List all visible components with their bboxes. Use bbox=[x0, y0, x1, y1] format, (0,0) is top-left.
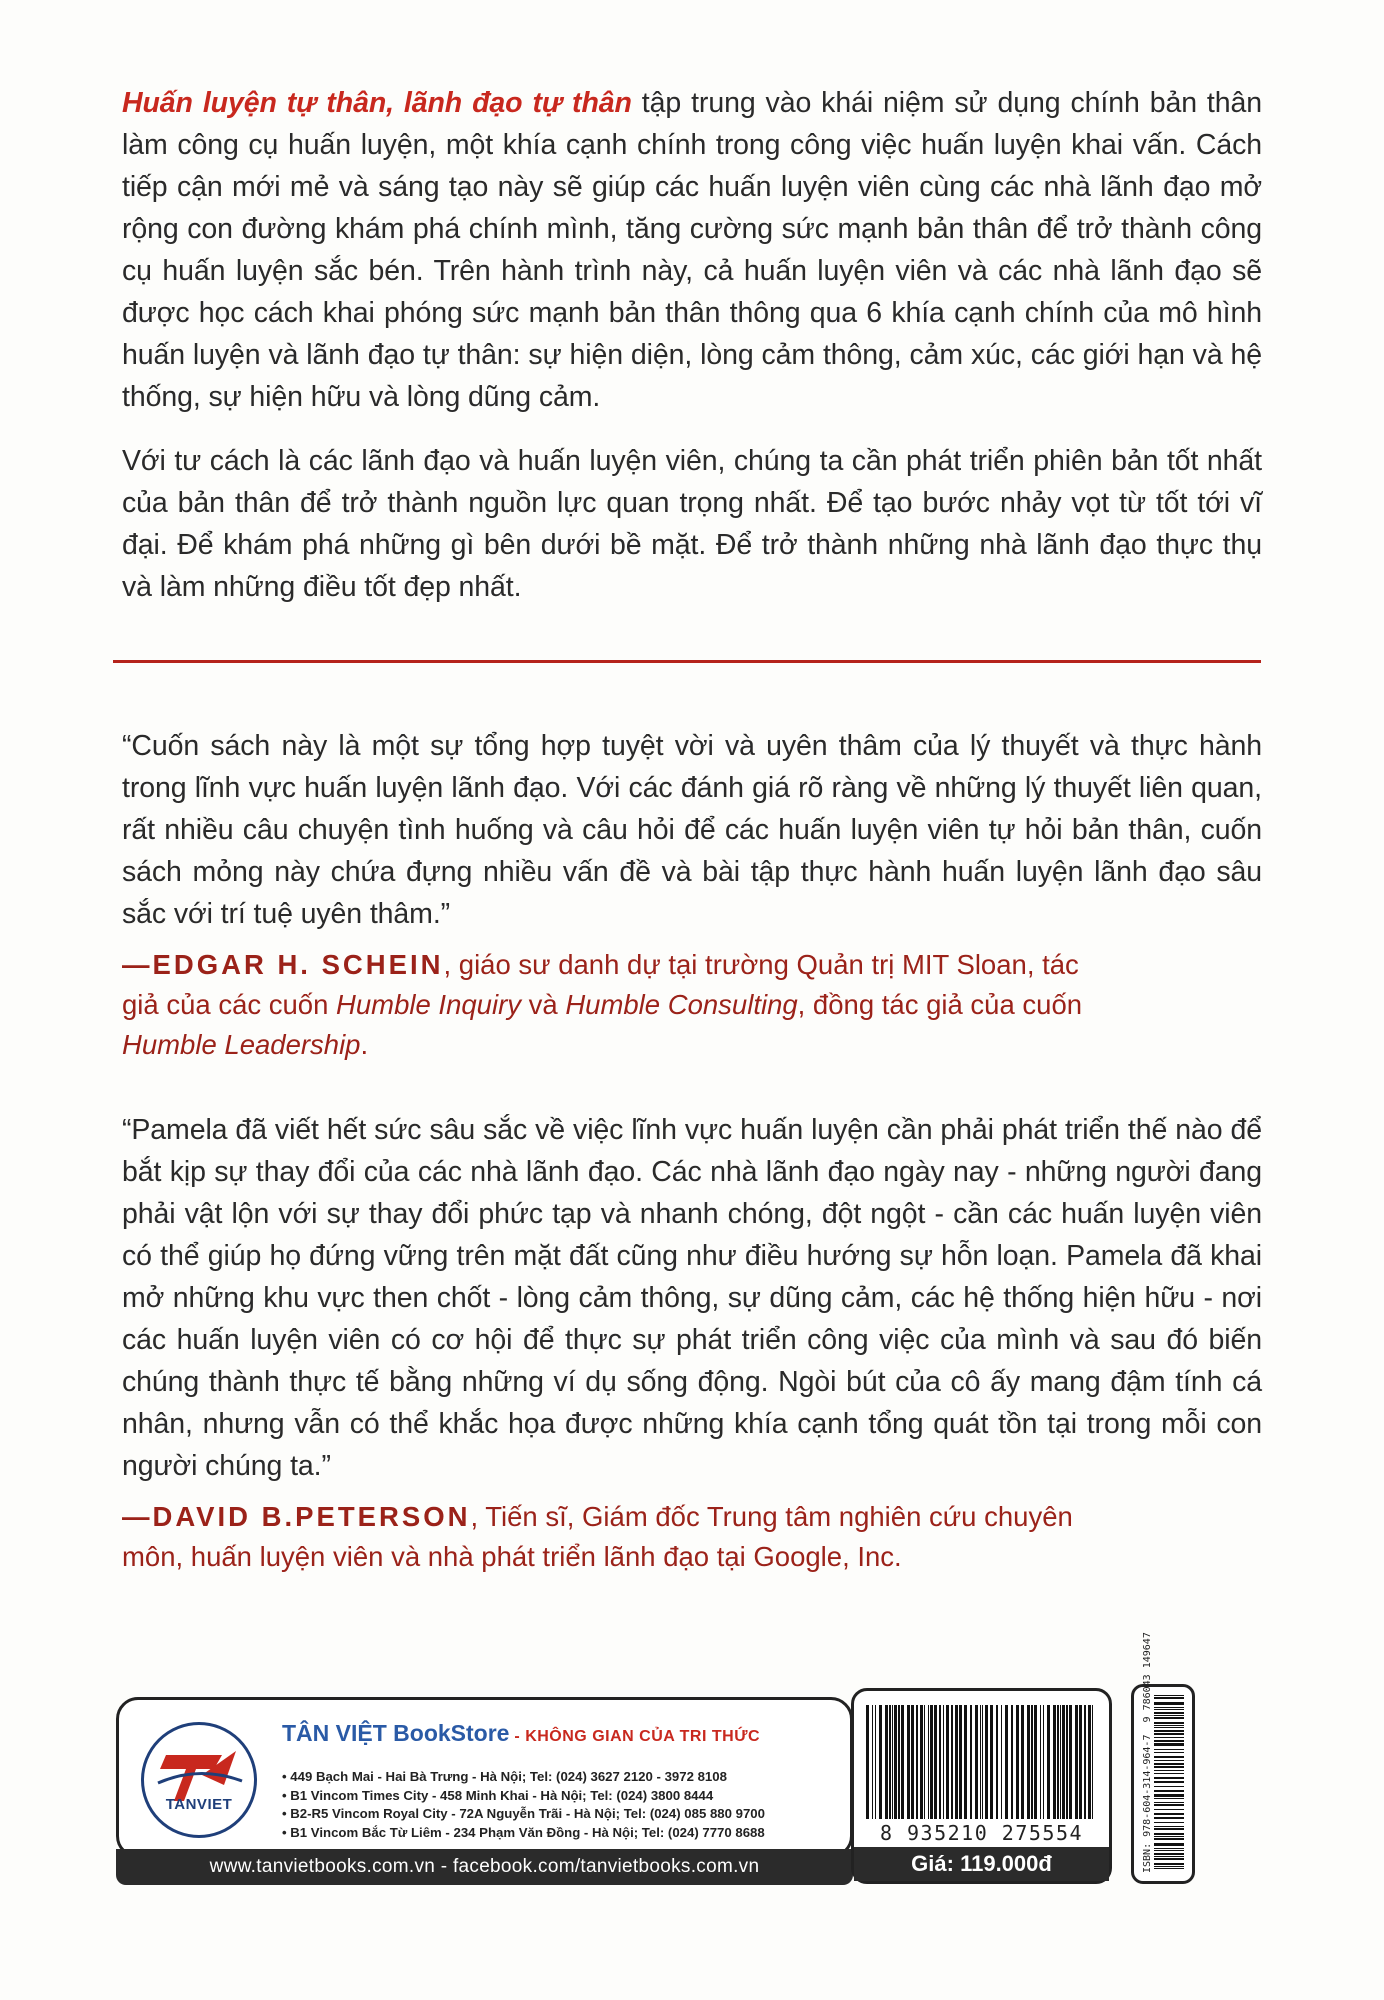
barcode-bar bbox=[1154, 1836, 1184, 1837]
price-tag: Giá: 119.000đ bbox=[854, 1847, 1109, 1881]
barcode-bar bbox=[901, 1705, 904, 1819]
testimonial-2 bbox=[122, 1109, 1262, 1577]
barcode-bar bbox=[1154, 1809, 1184, 1810]
barcode-bar bbox=[1154, 1763, 1184, 1765]
isbn-label-text: ISBN: 978-604-314-964-7 bbox=[1142, 1734, 1153, 1873]
section-divider bbox=[113, 660, 1261, 663]
barcode-bar bbox=[1154, 1848, 1184, 1849]
attribution-text: và bbox=[520, 989, 566, 1020]
barcode-bar bbox=[1154, 1828, 1184, 1830]
testimonial-1-author: —EDGAR H. SCHEIN bbox=[122, 949, 444, 980]
testimonial-1 bbox=[122, 725, 1262, 1065]
barcode-bar bbox=[1154, 1786, 1184, 1787]
barcode-bar bbox=[1005, 1705, 1008, 1819]
testimonial-2-author: —DAVID B.PETERSON bbox=[122, 1501, 471, 1532]
address-line: • B1 Vincom Times City - 458 Minh Khai - Hà Nội; Tel: (024) 3800 8444 bbox=[282, 1787, 714, 1803]
barcode-bar bbox=[1154, 1740, 1184, 1742]
barcode-bar bbox=[1154, 1756, 1184, 1758]
barcode-bar bbox=[1021, 1705, 1024, 1819]
barcode-bar bbox=[990, 1705, 993, 1819]
logo-text: TANVIET bbox=[165, 1796, 233, 1813]
publisher-addresses bbox=[282, 1768, 765, 1842]
isbn-box bbox=[1131, 1632, 1195, 1884]
barcode-bar bbox=[866, 1705, 869, 1819]
barcode-bar bbox=[1154, 1725, 1184, 1726]
barcode-bar bbox=[970, 1705, 972, 1819]
intro-section bbox=[122, 82, 1262, 608]
barcode-bar bbox=[1154, 1752, 1184, 1753]
barcode-bar bbox=[1154, 1868, 1184, 1869]
barcode-bar bbox=[1027, 1705, 1030, 1819]
barcode-bar bbox=[885, 1705, 888, 1819]
barcode-bar bbox=[1154, 1850, 1184, 1851]
barcode-bar bbox=[1060, 1705, 1061, 1819]
barcode-bar bbox=[1154, 1843, 1184, 1846]
barcode-bar bbox=[1154, 1838, 1184, 1840]
barcode-icon bbox=[866, 1705, 1096, 1819]
testimonial-2-quote: “Pamela đã viết hết sức sâu sắc về việc lĩnh vực huấn luyện cần phải phát triển thế nào để bắt kịp sự thay đổi của các nhà lãnh đạo. Các nhà lãnh đạo ngày nay - những người đang phải vật lộn với sự thay đổi phức tạp và nhanh chóng, đột ngột - cần các huấn luyện viên có thể giúp họ đứng vững trên mặt đất cũng như điều hướng sự hỗn loạn. Pamela đã khai mở những khu vực then chốt - lòng cảm thông, sự dũng cảm, các hệ thống hiện hữu - nơi các huấn luyện viên có cơ hội để thực sự phát triển công việc của mình và sau đó biến chúng thành thực tế bằng những ví dụ sống động. Ngòi bút của cô ấy mang đậm tính cá nhân, nhưng vẫn có thể khắc họa được những khía cạnh tổng quát tồn tại trong mỗi con người chúng ta.” bbox=[122, 1114, 1262, 1482]
barcode-bar bbox=[1154, 1822, 1184, 1823]
attribution-text: . bbox=[360, 1029, 369, 1060]
publisher-title bbox=[282, 1720, 760, 1747]
intro-paragraph-1-text: tập trung vào khái niệm sử dụng chính bản thân làm công cụ huấn luyện, một khía cạnh chính trong công việc huấn luyện khai vấn. Cách tiếp cận mới mẻ và sáng tạo này sẽ giúp các huấn luyện viên cùng các nhà lãnh đạo mở rộng con đường khám phá chính mình, tăng cường sức mạnh bản thân để trở thành công cụ huấn luyện sắc bén. Trên hành trình này, cả huấn luyện viên và các nhà lãnh đạo sẽ được học cách khai phóng sức mạnh bản thân thông qua 6 khía cạnh chính của mô hình huấn luyện và lãnh đạo tự thân: sự hiện diện, lòng cảm thông, cảm xúc, các giới hạn và hệ thống, sự hiện hữu và lòng dũng cảm. bbox=[122, 87, 1262, 413]
barcode-bar bbox=[879, 1705, 882, 1819]
publisher-name: TÂN VIỆT BookStore bbox=[282, 1720, 510, 1746]
barcode-bar bbox=[1084, 1705, 1086, 1819]
barcode-bar bbox=[1154, 1858, 1184, 1860]
barcode-bar bbox=[1154, 1790, 1184, 1792]
barcode-bar bbox=[1154, 1715, 1184, 1716]
barcode-bar bbox=[1154, 1798, 1184, 1799]
barcode-bar bbox=[1154, 1695, 1184, 1696]
testimonial-2-attribution bbox=[122, 1497, 1122, 1577]
isbn-label bbox=[1142, 1632, 1154, 1873]
barcode-bar bbox=[920, 1705, 923, 1819]
barcode-bar bbox=[1069, 1705, 1072, 1819]
barcode-bar bbox=[1066, 1705, 1068, 1819]
barcode-bar bbox=[1154, 1727, 1184, 1728]
tanviet-logo-icon bbox=[141, 1722, 257, 1838]
barcode-bar bbox=[1016, 1705, 1019, 1819]
isbn-digits: 9 786043 149647 bbox=[1142, 1632, 1153, 1723]
attribution-text: , giáo sư danh dự tại trường Quản trị MIT Sloan, tác giả của các cuốn bbox=[122, 949, 1079, 1020]
barcode-bar bbox=[1001, 1705, 1002, 1819]
barcode-bar bbox=[985, 1705, 988, 1819]
barcode-bar bbox=[1154, 1802, 1184, 1803]
barcode-bar bbox=[911, 1705, 914, 1819]
barcode-bar bbox=[875, 1705, 876, 1819]
intro-paragraph-2: Với tư cách là các lãnh đạo và huấn luyện viên, chúng ta cần phát triển phiên bản tốt nhất của bản thân để trở thành nguồn lực quan trọng nhất. Để tạo bước nhảy vọt từ tốt tới vĩ đại. Để khám phá những gì bên dưới bề mặt. Để trở thành những nhà lãnh đạo thực thụ và làm những điều tốt đẹp nhất. bbox=[122, 445, 1262, 603]
barcode-bar bbox=[1154, 1826, 1184, 1827]
isbn-barcode-icon bbox=[1154, 1695, 1184, 1873]
barcode-bar bbox=[1043, 1705, 1044, 1819]
barcode-bar bbox=[930, 1705, 933, 1819]
barcode-bar bbox=[916, 1705, 918, 1819]
barcode-bar bbox=[892, 1705, 893, 1819]
barcode-bar bbox=[1154, 1749, 1184, 1750]
publisher-tagline: - KHÔNG GIAN CỦA TRI THỨC bbox=[509, 1728, 761, 1745]
barcode-bar bbox=[1079, 1705, 1082, 1819]
barcode-bar bbox=[1154, 1863, 1184, 1865]
barcode-bar bbox=[1075, 1705, 1078, 1819]
barcode-bar bbox=[1092, 1705, 1093, 1819]
barcode-bar bbox=[1154, 1781, 1184, 1783]
testimonial-1-quote: “Cuốn sách này là một sự tổng hợp tuyệt vời và uyên thâm của lý thuyết và thực hành trong lĩnh vực huấn luyện lãnh đạo. Với các đánh giá rõ ràng về những lý thuyết liên quan, rất nhiều câu chuyện tình huống và câu hỏi để các huấn luyện viên tự hỏi bản thân, cuốn sách mỏng này chứa đựng nhiều vấn đề và bài tập thực hành huấn luyện lãnh đạo sâu sắc với trí tuệ uyên thâm.” bbox=[122, 730, 1262, 930]
publisher-url: www.tanvietbooks.com.vn - facebook.com/tanvietbooks.com.vn bbox=[116, 1849, 853, 1885]
barcode-bar bbox=[1154, 1866, 1184, 1867]
barcode-bar bbox=[1047, 1705, 1050, 1819]
barcode-bar bbox=[951, 1705, 953, 1819]
barcode-bar bbox=[872, 1705, 873, 1819]
address-line: • B1 Vincom Bắc Từ Liêm - 234 Phạm Văn Đồng - Hà Nội; Tel: (024) 7770 8688 bbox=[282, 1824, 765, 1840]
barcode-bar bbox=[907, 1705, 910, 1819]
barcode-bar bbox=[1154, 1856, 1184, 1857]
intro-paragraph-1 bbox=[122, 82, 1262, 418]
barcode-bar bbox=[1154, 1717, 1184, 1719]
book-title-lead: Huấn luyện tự thân, lãnh đạo tự thân bbox=[122, 87, 632, 119]
barcode-bar bbox=[1154, 1804, 1184, 1806]
book-title: Humble Inquiry bbox=[336, 989, 521, 1020]
barcode-bar bbox=[1057, 1705, 1059, 1819]
barcode-bar bbox=[934, 1705, 937, 1819]
barcode-bar bbox=[1154, 1712, 1184, 1714]
publisher-box bbox=[116, 1697, 853, 1858]
barcode-bar bbox=[1154, 1707, 1184, 1708]
barcode-bar bbox=[946, 1705, 949, 1819]
barcode-bar bbox=[1154, 1777, 1184, 1779]
barcode-bar bbox=[1154, 1760, 1184, 1761]
barcode-bar bbox=[1031, 1705, 1033, 1819]
barcode-box bbox=[851, 1688, 1112, 1884]
barcode-bar bbox=[1154, 1833, 1184, 1835]
attribution-text: , đồng tác giả của cuốn bbox=[797, 989, 1083, 1020]
testimonial-1-attribution bbox=[122, 945, 1122, 1065]
barcode-bar bbox=[889, 1705, 891, 1819]
barcode-bar bbox=[924, 1705, 925, 1819]
barcode-bar bbox=[996, 1705, 998, 1819]
barcode-bar bbox=[1154, 1733, 1184, 1735]
book-title: Humble Consulting bbox=[565, 989, 798, 1020]
barcode-bar bbox=[982, 1705, 983, 1819]
barcode-bar bbox=[959, 1705, 962, 1819]
barcode-bar bbox=[1154, 1794, 1184, 1797]
barcode-bar bbox=[1154, 1817, 1184, 1819]
barcode-bar bbox=[1154, 1853, 1184, 1855]
book-title: Humble Leadership bbox=[122, 1029, 361, 1060]
barcode-bar bbox=[928, 1705, 929, 1819]
barcode-bar bbox=[980, 1705, 981, 1819]
barcode-bar bbox=[1034, 1705, 1037, 1819]
barcode-bar bbox=[939, 1705, 941, 1819]
address-line: • B2-R5 Vincom Royal City - 72A Nguyễn Trãi - Hà Nội; Tel: (024) 085 880 9700 bbox=[282, 1806, 765, 1821]
barcode-bar bbox=[1154, 1697, 1184, 1699]
barcode-bar bbox=[894, 1705, 897, 1819]
logo-mark-icon bbox=[144, 1725, 254, 1835]
barcode-bar bbox=[975, 1705, 978, 1819]
barcode-bar bbox=[943, 1705, 944, 1819]
barcode-bar bbox=[964, 1705, 967, 1819]
barcode-bar bbox=[1154, 1722, 1184, 1724]
barcode-bar bbox=[1062, 1705, 1065, 1819]
barcode-number: 8 935210 275554 bbox=[879, 1821, 1084, 1845]
barcode-bar bbox=[1040, 1705, 1041, 1819]
barcode-bar bbox=[955, 1705, 958, 1819]
barcode-bar bbox=[1053, 1705, 1056, 1819]
barcode-bar bbox=[1154, 1730, 1184, 1732]
barcode-bar bbox=[1154, 1737, 1184, 1738]
barcode-bar bbox=[1088, 1705, 1091, 1819]
address-line: • 449 Bạch Mai - Hai Bà Trưng - Hà Nội; Tel: (024) 3627 2120 - 3972 8108 bbox=[282, 1769, 727, 1784]
barcode-bar bbox=[1154, 1702, 1184, 1705]
barcode-bar bbox=[1154, 1813, 1184, 1815]
barcode-bar bbox=[1154, 1709, 1184, 1710]
barcode-bar bbox=[1154, 1773, 1184, 1774]
barcode-bar bbox=[1154, 1770, 1184, 1771]
barcode-bar bbox=[1154, 1766, 1184, 1768]
attribution-text: , Tiến sĩ, Giám đốc Trung tâm nghiên cứu chuyên môn, huấn luyện viên và nhà phát triển lãnh đạo tại Google, Inc. bbox=[122, 1501, 1073, 1572]
barcode-bar bbox=[1011, 1705, 1013, 1819]
barcode-bar bbox=[1154, 1743, 1184, 1746]
barcode-bar bbox=[898, 1705, 900, 1819]
